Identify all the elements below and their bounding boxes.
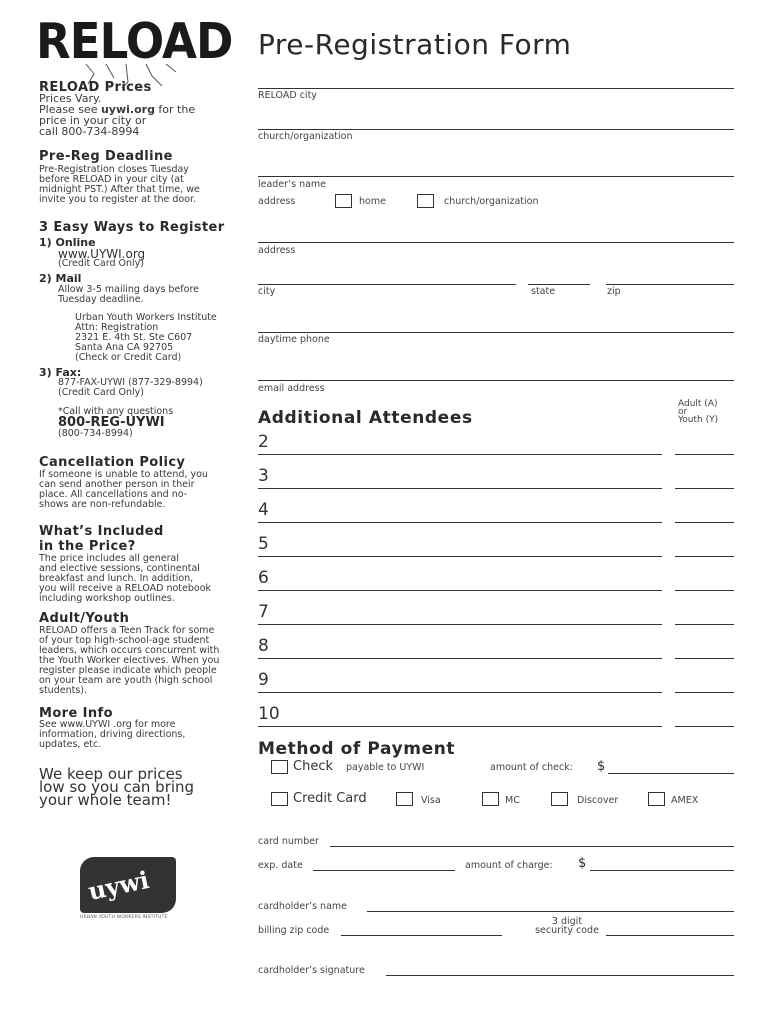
online-url[interactable]: www.UYWI.org: [58, 247, 146, 261]
email-line[interactable]: [258, 380, 734, 381]
attendee-number: 4: [258, 500, 269, 520]
zip-label: zip: [607, 286, 621, 297]
attendee-name-line[interactable]: [258, 556, 662, 557]
attendee-number: 3: [258, 466, 269, 486]
attendee-number: 9: [258, 670, 269, 690]
exp-line[interactable]: [313, 870, 455, 871]
cancel-text: If someone is unable to attend, you can send another person in their place. All cancellations and no- shows are non-refundable.: [39, 469, 208, 510]
ways-heading: 3 Easy Ways to Register: [39, 220, 225, 235]
mc-label: MC: [505, 795, 520, 806]
mail-address: Urban Youth Workers Institute Attn: Registration 2321 E. 4th St. Ste C607 Santa Ana CA 92705 (Check or Credit Card): [75, 312, 217, 363]
more-info-text: See www.UYWI .org for more information, driving directions, updates, etc.: [39, 719, 186, 750]
uywi-logo: [80, 857, 176, 913]
attendee-number: 6: [258, 568, 269, 588]
attendee-ay-line[interactable]: [675, 454, 734, 455]
state-line[interactable]: [528, 284, 590, 285]
prices-text: Prices Vary. Please see uywi.org for the price in your city or call 800-734-8994: [39, 92, 196, 138]
attendee-name-line[interactable]: [258, 522, 662, 523]
holder-line[interactable]: [367, 911, 734, 912]
more-info-heading: More Info: [39, 706, 113, 721]
mail-heading: 2) Mail: [39, 272, 82, 285]
leader-line[interactable]: [258, 176, 734, 177]
attendee-name-line[interactable]: [258, 624, 662, 625]
discover-checkbox[interactable]: [551, 792, 568, 806]
address-type-label: address: [258, 196, 296, 207]
signature-line[interactable]: [386, 975, 734, 976]
online-note: (Credit Card Only): [58, 258, 145, 269]
address-line[interactable]: [258, 242, 734, 243]
check-checkbox[interactable]: [271, 760, 288, 774]
cancel-heading: Cancellation Policy: [39, 455, 186, 470]
attendee-ay-line[interactable]: [675, 522, 734, 523]
attendee-name-line[interactable]: [258, 726, 662, 727]
included-text: The price includes all general and elective sessions, continental breakfast and lunch. In addition, you will receive a RELOAD notebook including workshop outlines.: [39, 553, 212, 604]
security-line[interactable]: [606, 935, 734, 936]
church-org-label: church/organization: [444, 196, 539, 207]
attendee-name-line[interactable]: [258, 590, 662, 591]
attendee-number: 2: [258, 432, 269, 452]
attendee-ay-line[interactable]: [675, 556, 734, 557]
attendee-ay-line[interactable]: [675, 726, 734, 727]
phone-label: daytime phone: [258, 334, 330, 345]
check-note: payable to UYWI: [346, 762, 425, 773]
attendee-ay-line[interactable]: [675, 590, 734, 591]
adult-youth-heading: Adult/Youth: [39, 611, 130, 626]
visa-checkbox[interactable]: [396, 792, 413, 806]
online-heading: 1) Online: [39, 236, 96, 249]
attendee-number: 5: [258, 534, 269, 554]
city2-label: city: [258, 286, 276, 297]
dollar-sign: $: [597, 759, 606, 774]
slogan: We keep our prices low so you can bring your whole team!: [39, 765, 195, 809]
leader-label: leader’s name: [258, 179, 327, 190]
uywi-tagline: URBAN YOUTH WORKERS INSTITUTE: [80, 915, 168, 920]
attendee-number: 10: [258, 704, 280, 724]
included-heading: What’s Included in the Price?: [39, 524, 164, 554]
amex-checkbox[interactable]: [648, 792, 665, 806]
email-label: email address: [258, 383, 325, 394]
call-digits: (800-734-8994): [58, 428, 133, 439]
credit-checkbox[interactable]: [271, 792, 288, 806]
attendee-name-line[interactable]: [258, 692, 662, 693]
attendee-name-line[interactable]: [258, 658, 662, 659]
home-checkbox[interactable]: [335, 194, 352, 208]
mc-checkbox[interactable]: [482, 792, 499, 806]
billing-zip-label: billing zip code: [258, 925, 330, 936]
fax-heading: 3) Fax:: [39, 366, 82, 379]
prices-heading: RELOAD Prices: [39, 80, 152, 95]
call-number: 800-REG-UYWI: [58, 415, 165, 430]
zip-line[interactable]: [606, 284, 734, 285]
uywi-logo-text: uywi: [85, 864, 152, 907]
exp-label: exp. date: [258, 860, 303, 871]
church-line[interactable]: [258, 129, 734, 130]
church-checkbox[interactable]: [417, 194, 434, 208]
amount-charge-label: amount of charge:: [465, 860, 553, 871]
mail-text: Allow 3-5 mailing days before Tuesday deadline.: [58, 284, 199, 305]
card-number-line[interactable]: [330, 846, 734, 847]
attendee-ay-line[interactable]: [675, 488, 734, 489]
amount-check-label: amount of check:: [490, 762, 573, 773]
city-label: RELOAD city: [258, 90, 317, 101]
adult-youth-text: RELOAD offers a Teen Track for some of your top high-school-age student leaders, which occurs concurrent with the Youth Worker electives. When you register please indicate which people on your team are youth (high school students).: [39, 625, 220, 696]
home-label: home: [359, 196, 386, 207]
address-label: address: [258, 245, 296, 256]
adult-youth-key: Adult (A) or Youth (Y): [678, 399, 719, 425]
fax-text: 877-FAX-UYWI (877-329-8994) (Credit Card Only): [58, 377, 203, 398]
state-label: state: [531, 286, 556, 297]
phone-line[interactable]: [258, 332, 734, 333]
visa-label: Visa: [421, 795, 441, 806]
signature-label: cardholder’s signature: [258, 965, 365, 976]
city2-line[interactable]: [258, 284, 516, 285]
security-label: 3 digit security code: [535, 916, 599, 936]
attendee-ay-line[interactable]: [675, 658, 734, 659]
dollar-sign-2: $: [578, 856, 587, 871]
call-note: *Call with any questions: [58, 406, 174, 417]
church-label: church/organization: [258, 131, 353, 142]
discover-label: Discover: [577, 795, 619, 806]
form-title: Pre-Registration Form: [258, 28, 572, 61]
reload-logo-text: RELOAD: [36, 13, 233, 70]
deadline-text: Pre-Registration closes Tuesday before RELOAD in your city (at midnight PST.) After that time, we invite you to register at the door.: [39, 164, 200, 205]
attendee-name-line[interactable]: [258, 488, 662, 489]
billing-zip-line[interactable]: [341, 935, 502, 936]
amount-check-line[interactable]: [608, 773, 734, 774]
attendee-number: 8: [258, 636, 269, 656]
reload-logo: [36, 14, 232, 74]
amount-charge-line[interactable]: [590, 870, 734, 871]
check-label: Check: [293, 759, 333, 774]
deadline-heading: Pre-Reg Deadline: [39, 149, 173, 164]
attendee-number: 7: [258, 602, 269, 622]
city-line[interactable]: [258, 88, 734, 89]
attendees-heading: Additional Attendees: [258, 408, 473, 428]
attendee-name-line[interactable]: [258, 454, 662, 455]
payment-heading: Method of Payment: [258, 739, 456, 759]
holder-label: cardholder’s name: [258, 901, 347, 912]
attendee-ay-line[interactable]: [675, 692, 734, 693]
card-number-label: card number: [258, 836, 319, 847]
credit-label: Credit Card: [293, 791, 367, 806]
amex-label: AMEX: [671, 795, 699, 806]
attendee-ay-line[interactable]: [675, 624, 734, 625]
